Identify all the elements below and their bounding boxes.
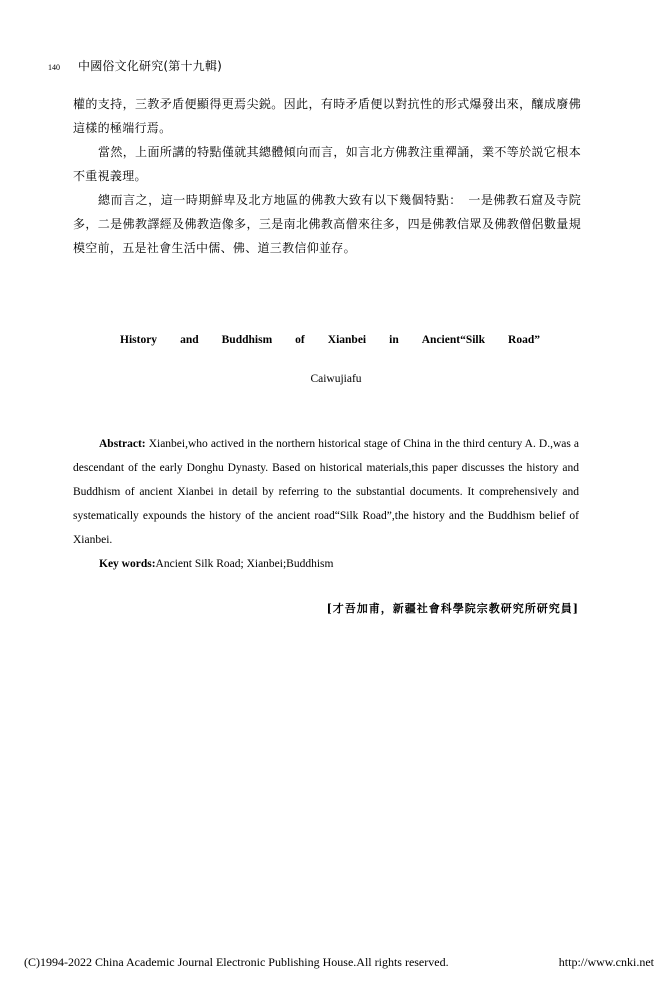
abstract-block xyxy=(73,432,579,576)
abstract-paragraph xyxy=(73,432,579,552)
page-number: 140 xyxy=(48,63,60,72)
english-title xyxy=(120,334,540,346)
title-word: and xyxy=(180,334,199,346)
cn-paragraph-2: 當然，上面所講的特點僅就其總體傾向而言，如言北方佛教注重禪誦，業不等於説它根本不重視義理。 xyxy=(73,145,581,183)
cn-paragraph-3: 總而言之，這一時期鮮卑及北方地區的佛教大致有以下幾個特點： 一是佛教石窟及寺院多，二是佛教譯經及佛教造像多，三是南北佛教高僧來往多，四是佛教信眾及佛教僧侶數量規模空前，五是社會生活中儒、佛、道三教信仰並存。 xyxy=(73,193,581,255)
title-word: Ancient“Silk xyxy=(421,334,486,346)
title-word: in xyxy=(389,334,399,346)
keywords-text: Ancient Silk Road; Xianbei;Buddhism xyxy=(155,558,334,570)
title-word: Xianbei xyxy=(327,334,367,346)
title-word: Road” xyxy=(508,334,540,346)
journal-title: 中國俗文化研究(第十九輯) xyxy=(78,59,222,73)
title-word: History xyxy=(120,334,158,346)
author-affiliation: [才吾加甫，新疆社會科學院宗教研究所研究員] xyxy=(326,602,579,615)
cn-paragraph-1: 權的支持，三教矛盾便顯得更焉尖鋭。因此，有時矛盾便以對抗性的形式爆發出來，釀成廢佛這樣的極端行焉。 xyxy=(73,97,581,135)
cnki-link[interactable]: http://www.cnki.net xyxy=(558,955,654,969)
title-word: Buddhism xyxy=(221,334,273,346)
keywords-paragraph xyxy=(73,552,579,576)
footer xyxy=(24,955,654,970)
title-word: of xyxy=(295,334,305,346)
keywords-label: Key words: xyxy=(99,558,156,570)
abstract-text: Xianbei,who actived in the northern historical stage of China in the third century A. D.,was a descendant of the early Donghu Dynasty. Based on historical materials,this paper discusses the history and Buddhism of ancient Xianbei in detail by referring to the substantial documents. It comprehensively and systematically expounds the history of the ancient road“Silk Road”,the history and the Buddhism belief of Xianbei. xyxy=(73,438,580,546)
abstract-label: Abstract: xyxy=(99,438,146,450)
copyright-notice: (C)1994-2022 China Academic Journal Electronic Publishing House.All rights reserved. xyxy=(24,955,449,969)
chinese-body xyxy=(73,92,581,260)
author-name: Caiwujiafu xyxy=(310,373,362,385)
